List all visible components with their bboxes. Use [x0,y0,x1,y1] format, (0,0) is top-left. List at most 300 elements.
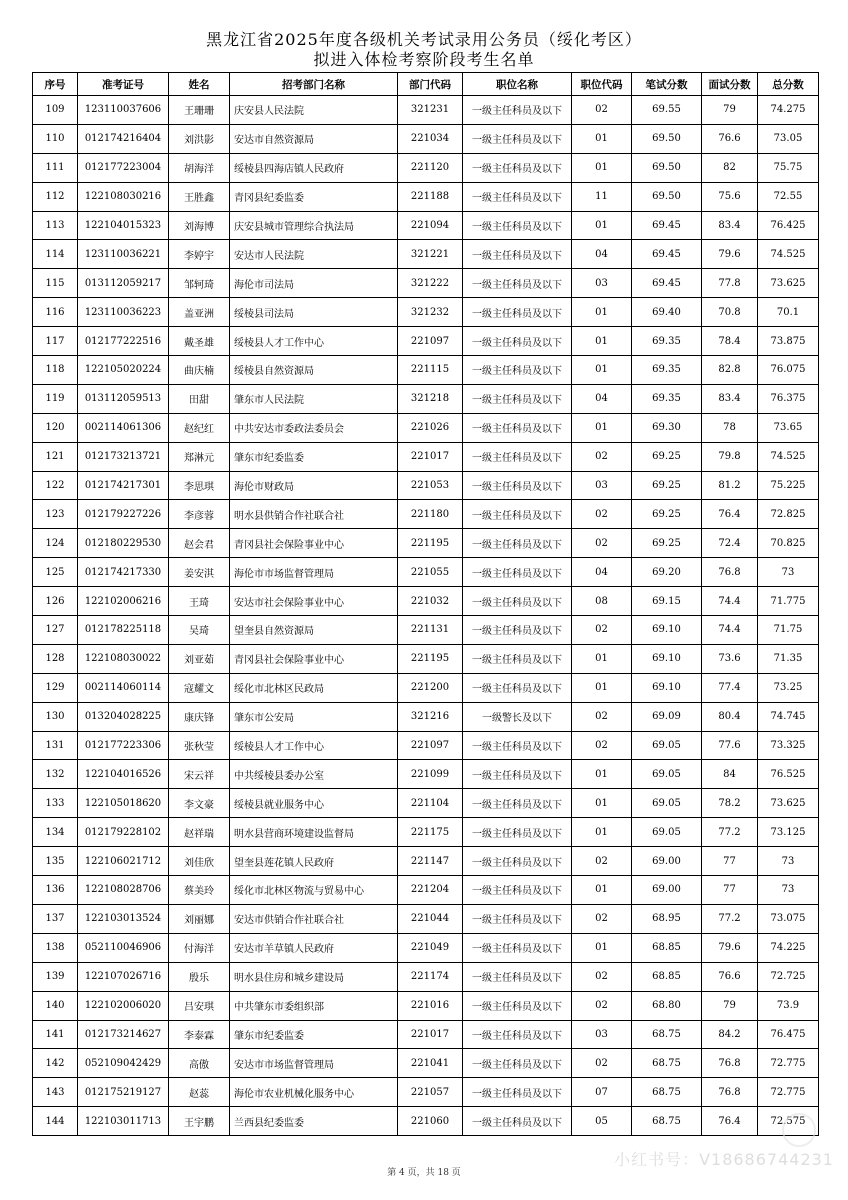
col-dept-code-cell: 221099 [398,760,463,789]
col-dept-name-cell: 中共肇东市委组织部 [230,991,398,1020]
col-exam-id-cell: 122108030022 [78,644,169,673]
col-dept-name-cell: 安达市羊草镇人民政府 [230,933,398,962]
col-dept-code-cell: 221026 [398,413,463,442]
col-dept-code-cell: 221017 [398,442,463,471]
col-written-cell: 69.09 [632,702,702,731]
col-dept-code-cell: 221174 [398,962,463,991]
col-seq-cell: 131 [33,731,78,760]
col-position-cell: 一级主任科员及以下 [463,760,572,789]
col-exam-id-cell: 012177222516 [78,327,169,356]
col-dept-code-cell: 221115 [398,356,463,385]
col-name-cell: 赵蕊 [169,1078,230,1107]
col-dept-code-cell: 321218 [398,384,463,413]
col-total-cell: 74.745 [758,702,819,731]
col-position-code-cell: 01 [572,933,632,962]
col-position-cell: 一级主任科员及以下 [463,240,572,269]
col-exam-id-cell: 122108028706 [78,876,169,905]
col-name-cell: 郑淋元 [169,442,230,471]
col-position-cell: 一级主任科员及以下 [463,153,572,182]
col-position-cell: 一级主任科员及以下 [463,500,572,529]
page-footer: 第 4 页，共 18 页 [387,1168,461,1178]
col-exam-id-cell: 122103011713 [78,1107,169,1136]
col-total-cell: 76.525 [758,760,819,789]
col-written-cell: 69.50 [632,153,702,182]
col-interview-cell: 83.4 [702,211,758,240]
col-name-cell: 张秋莹 [169,731,230,760]
col-name-cell: 李婷宇 [169,240,230,269]
col-name-cell: 曲庆楠 [169,356,230,385]
col-position-code-cell: 02 [572,904,632,933]
col-exam-id-cell: 123110037606 [78,96,169,125]
col-written-cell: 69.25 [632,529,702,558]
col-total-cell: 73.325 [758,731,819,760]
col-total-cell: 76.375 [758,384,819,413]
col-seq-cell: 123 [33,500,78,529]
col-exam-id-cell: 012173213721 [78,442,169,471]
col-seq-cell: 112 [33,182,78,211]
col-position-cell: 一级主任科员及以下 [463,96,572,125]
col-position-cell: 一级主任科员及以下 [463,991,572,1020]
col-written-cell: 69.05 [632,789,702,818]
col-exam-id-cell: 013112059217 [78,269,169,298]
col-position-code-cell: 02 [572,962,632,991]
col-exam-id-cell: 012178225118 [78,616,169,645]
col-position-code-cell: 04 [572,558,632,587]
col-name-cell: 殷乐 [169,962,230,991]
col-dept-name-cell: 兰西县纪委监委 [230,1107,398,1136]
col-interview-cell: 76.6 [702,962,758,991]
table-row [33,847,819,876]
col-dept-name-cell: 海伦市农业机械化服务中心 [230,1078,398,1107]
col-seq-cell: 114 [33,240,78,269]
col-exam-id-cell: 012174216404 [78,124,169,153]
col-name-cell: 李彦蓉 [169,500,230,529]
col-interview-cell: 75.6 [702,182,758,211]
col-total-cell: 75.225 [758,471,819,500]
col-dept-name-cell: 望奎县自然资源局 [230,616,398,645]
col-dept-code-cell: 221097 [398,731,463,760]
col-exam-id-cell: 002114061306 [78,413,169,442]
col-dept-name-cell: 肇东市纪委监委 [230,442,398,471]
col-seq-cell: 143 [33,1078,78,1107]
col-position-code-cell: 01 [572,644,632,673]
col-dept-name-cell: 青冈县纪委监委 [230,182,398,211]
col-written-cell: 69.05 [632,818,702,847]
table-row [33,211,819,240]
col-exam-id-cell: 002114060114 [78,673,169,702]
col-dept-name-cell: 肇东市人民法院 [230,384,398,413]
col-interview-cell: 84 [702,760,758,789]
col-dept-code-header: 部门代码 [398,73,463,96]
table-row [33,298,819,327]
col-total-cell: 73.875 [758,327,819,356]
col-position-code-cell: 01 [572,298,632,327]
table-row [33,876,819,905]
col-exam-id-header: 准考证号 [78,73,169,96]
col-name-cell: 李文豪 [169,789,230,818]
col-name-cell: 戴圣雄 [169,327,230,356]
table-row [33,1049,819,1078]
col-dept-code-cell: 221131 [398,616,463,645]
col-name-cell: 赵纪红 [169,413,230,442]
col-dept-code-cell: 221034 [398,124,463,153]
col-position-code-cell: 01 [572,327,632,356]
col-name-cell: 李思琪 [169,471,230,500]
col-dept-name-cell: 海伦市司法局 [230,269,398,298]
col-dept-name-cell: 中共绥棱县委办公室 [230,760,398,789]
col-total-cell: 73.075 [758,904,819,933]
col-name-cell: 刘佳欣 [169,847,230,876]
col-exam-id-cell: 122102006020 [78,991,169,1020]
col-name-cell: 吕安琪 [169,991,230,1020]
col-position-code-cell: 02 [572,731,632,760]
col-total-cell: 72.55 [758,182,819,211]
col-interview-cell: 77 [702,847,758,876]
col-total-cell: 74.525 [758,442,819,471]
col-total-cell: 75.75 [758,153,819,182]
table-row [33,240,819,269]
col-total-cell: 73.625 [758,789,819,818]
col-dept-code-cell: 221049 [398,933,463,962]
col-position-cell: 一级主任科员及以下 [463,818,572,847]
table-row [33,153,819,182]
col-position-cell: 一级主任科员及以下 [463,182,572,211]
col-total-cell: 76.075 [758,356,819,385]
col-dept-name-header: 招考部门名称 [230,73,398,96]
col-written-cell: 69.45 [632,240,702,269]
col-position-cell: 一级主任科员及以下 [463,876,572,905]
col-position-cell: 一级主任科员及以下 [463,529,572,558]
table-row [33,124,819,153]
col-position-cell: 一级主任科员及以下 [463,442,572,471]
col-name-cell: 刘海博 [169,211,230,240]
col-seq-cell: 117 [33,327,78,356]
col-position-cell: 一级主任科员及以下 [463,1049,572,1078]
col-seq-header: 序号 [33,73,78,96]
col-dept-name-cell: 肇东市公安局 [230,702,398,731]
col-total-cell: 70.825 [758,529,819,558]
col-interview-header: 面试分数 [702,73,758,96]
table-row [33,1020,819,1049]
col-interview-cell: 84.2 [702,1020,758,1049]
col-position-code-cell: 08 [572,587,632,616]
col-exam-id-cell: 122107026716 [78,962,169,991]
col-position-code-cell: 04 [572,240,632,269]
table-row [33,587,819,616]
col-name-cell: 田甜 [169,384,230,413]
col-seq-cell: 130 [33,702,78,731]
col-interview-cell: 73.6 [702,644,758,673]
col-interview-cell: 82 [702,153,758,182]
col-written-header: 笔试分数 [632,73,702,96]
table-row [33,616,819,645]
col-exam-id-cell: 012177223306 [78,731,169,760]
col-total-cell: 76.475 [758,1020,819,1049]
col-position-code-cell: 05 [572,1107,632,1136]
col-dept-name-cell: 青冈县社会保险事业中心 [230,644,398,673]
col-name-cell: 李泰霖 [169,1020,230,1049]
col-written-cell: 69.00 [632,876,702,905]
col-dept-name-cell: 望奎县莲花镇人民政府 [230,847,398,876]
table-row [33,731,819,760]
table-row [33,413,819,442]
col-total-cell: 73 [758,876,819,905]
col-interview-cell: 76.4 [702,500,758,529]
col-written-cell: 69.05 [632,731,702,760]
col-position-cell: 一级主任科员及以下 [463,384,572,413]
col-name-cell: 王胜鑫 [169,182,230,211]
col-position-code-cell: 02 [572,500,632,529]
col-dept-name-cell: 绥棱县就业服务中心 [230,789,398,818]
col-name-cell: 盖亚洲 [169,298,230,327]
table-row [33,1078,819,1107]
col-exam-id-cell: 123110036223 [78,298,169,327]
col-position-code-cell: 04 [572,384,632,413]
col-position-code-cell: 02 [572,529,632,558]
col-exam-id-cell: 012180229530 [78,529,169,558]
col-dept-name-cell: 安达市自然资源局 [230,124,398,153]
col-position-cell: 一级主任科员及以下 [463,1107,572,1136]
col-position-cell: 一级主任科员及以下 [463,124,572,153]
col-total-cell: 73.9 [758,991,819,1020]
col-dept-code-cell: 221032 [398,587,463,616]
col-position-cell: 一级主任科员及以下 [463,211,572,240]
col-position-code-cell: 01 [572,413,632,442]
col-written-cell: 69.25 [632,442,702,471]
col-interview-cell: 76.8 [702,558,758,587]
table-row [33,904,819,933]
col-total-cell: 73.25 [758,673,819,702]
col-dept-name-cell: 庆安县城市管理综合执法局 [230,211,398,240]
col-exam-id-cell: 052110046906 [78,933,169,962]
col-total-cell: 73.65 [758,413,819,442]
col-written-cell: 69.30 [632,413,702,442]
col-position-cell: 一级主任科员及以下 [463,327,572,356]
col-name-cell: 刘洪影 [169,124,230,153]
col-interview-cell: 77 [702,876,758,905]
col-dept-code-cell: 221204 [398,876,463,905]
col-written-cell: 68.75 [632,1020,702,1049]
col-total-cell: 71.75 [758,616,819,645]
col-seq-cell: 118 [33,356,78,385]
col-position-code-cell: 02 [572,616,632,645]
col-dept-name-cell: 绥化市北林区物流与贸易中心 [230,876,398,905]
col-written-cell: 68.75 [632,1078,702,1107]
col-dept-code-cell: 221200 [398,673,463,702]
col-position-cell: 一级主任科员及以下 [463,1078,572,1107]
col-interview-cell: 81.2 [702,471,758,500]
col-exam-id-cell: 012179227226 [78,500,169,529]
col-total-cell: 73.125 [758,818,819,847]
table-row [33,269,819,298]
col-interview-cell: 77.6 [702,731,758,760]
col-seq-cell: 138 [33,933,78,962]
col-written-cell: 68.75 [632,1049,702,1078]
table-body [33,96,819,1136]
watermark-logo-icon [782,1113,816,1147]
col-exam-id-cell: 013204028225 [78,702,169,731]
col-total-cell: 74.225 [758,933,819,962]
col-position-code-cell: 01 [572,356,632,385]
col-exam-id-cell: 013112059513 [78,384,169,413]
col-dept-code-cell: 221180 [398,500,463,529]
col-position-code-cell: 01 [572,673,632,702]
col-total-cell: 72.825 [758,500,819,529]
col-name-cell: 姜安淇 [169,558,230,587]
col-position-cell: 一级主任科员及以下 [463,731,572,760]
col-written-cell: 69.40 [632,298,702,327]
col-written-cell: 69.50 [632,182,702,211]
col-position-code-cell: 01 [572,124,632,153]
col-position-cell: 一级主任科员及以下 [463,413,572,442]
col-name-cell: 胡海洋 [169,153,230,182]
col-name-cell: 宋云祥 [169,760,230,789]
col-dept-code-cell: 221055 [398,558,463,587]
table-row [33,558,819,587]
col-dept-name-cell: 绥棱县司法局 [230,298,398,327]
col-name-cell: 赵会君 [169,529,230,558]
col-total-cell: 73 [758,847,819,876]
col-dept-name-cell: 明水县供销合作社联合社 [230,500,398,529]
table-header-row [33,73,819,96]
col-dept-code-cell: 221017 [398,1020,463,1049]
col-interview-cell: 76.4 [702,1107,758,1136]
col-position-code-cell: 02 [572,442,632,471]
col-exam-id-cell: 012174217301 [78,471,169,500]
col-seq-cell: 111 [33,153,78,182]
col-seq-cell: 142 [33,1049,78,1078]
watermark-text: 小红书号：V18686744231 [614,1150,834,1169]
col-position-code-cell: 01 [572,876,632,905]
table-row [33,96,819,125]
col-position-header: 职位名称 [463,73,572,96]
col-name-cell: 王珊珊 [169,96,230,125]
col-interview-cell: 79.8 [702,442,758,471]
col-dept-code-cell: 321222 [398,269,463,298]
col-dept-name-cell: 安达市市场监督管理局 [230,1049,398,1078]
col-dept-name-cell: 海伦市市场监督管理局 [230,558,398,587]
col-dept-code-cell: 221060 [398,1107,463,1136]
col-interview-cell: 78.2 [702,789,758,818]
col-seq-cell: 129 [33,673,78,702]
col-total-header: 总分数 [758,73,819,96]
col-interview-cell: 79.6 [702,933,758,962]
col-position-code-cell: 01 [572,153,632,182]
col-position-cell: 一级警长及以下 [463,702,572,731]
table-row [33,442,819,471]
col-interview-cell: 83.4 [702,384,758,413]
col-dept-code-cell: 221041 [398,1049,463,1078]
col-dept-code-cell: 321216 [398,702,463,731]
col-name-cell: 付海洋 [169,933,230,962]
col-exam-id-cell: 012177223004 [78,153,169,182]
col-seq-cell: 110 [33,124,78,153]
col-position-cell: 一级主任科员及以下 [463,962,572,991]
col-name-cell: 刘丽娜 [169,904,230,933]
col-dept-code-cell: 221175 [398,818,463,847]
col-exam-id-cell: 122104015323 [78,211,169,240]
col-written-cell: 68.80 [632,991,702,1020]
page-title: 黑龙江省2025年度各级机关考试录用公务员（绥化考区） [206,30,642,49]
col-dept-code-cell: 221104 [398,789,463,818]
col-dept-code-cell: 221195 [398,529,463,558]
col-total-cell: 72.775 [758,1078,819,1107]
col-interview-cell: 77.4 [702,673,758,702]
col-position-cell: 一级主任科员及以下 [463,904,572,933]
col-dept-code-cell: 221094 [398,211,463,240]
col-written-cell: 69.00 [632,847,702,876]
table-row [33,500,819,529]
col-position-code-cell: 03 [572,471,632,500]
col-dept-name-cell: 庆安县人民法院 [230,96,398,125]
col-dept-code-cell: 221057 [398,1078,463,1107]
col-dept-name-cell: 安达市供销合作社联合社 [230,904,398,933]
col-position-cell: 一级主任科员及以下 [463,789,572,818]
col-interview-cell: 82.8 [702,356,758,385]
col-total-cell: 76.425 [758,211,819,240]
col-seq-cell: 133 [33,789,78,818]
col-name-cell: 赵祥瑞 [169,818,230,847]
col-written-cell: 68.95 [632,904,702,933]
col-exam-id-cell: 122105020224 [78,356,169,385]
col-total-cell: 74.525 [758,240,819,269]
col-position-cell: 一级主任科员及以下 [463,558,572,587]
col-seq-cell: 136 [33,876,78,905]
col-name-cell: 蔡美玲 [169,876,230,905]
col-position-code-cell: 11 [572,182,632,211]
col-dept-code-cell: 221097 [398,327,463,356]
col-dept-name-cell: 绥棱县人才工作中心 [230,327,398,356]
col-position-cell: 一级主任科员及以下 [463,933,572,962]
col-written-cell: 69.25 [632,471,702,500]
table-row [33,182,819,211]
col-exam-id-cell: 012175219127 [78,1078,169,1107]
col-interview-cell: 70.8 [702,298,758,327]
col-total-cell: 71.35 [758,644,819,673]
table-row [33,933,819,962]
col-exam-id-cell: 122108030216 [78,182,169,211]
col-interview-cell: 74.4 [702,587,758,616]
col-seq-cell: 120 [33,413,78,442]
col-written-cell: 69.45 [632,211,702,240]
table-row [33,991,819,1020]
col-seq-cell: 128 [33,644,78,673]
col-interview-cell: 80.4 [702,702,758,731]
col-position-code-cell: 02 [572,847,632,876]
col-interview-cell: 77.8 [702,269,758,298]
col-dept-code-cell: 221044 [398,904,463,933]
col-dept-code-cell: 321231 [398,96,463,125]
col-seq-cell: 134 [33,818,78,847]
col-dept-name-cell: 明水县营商环境建设监督局 [230,818,398,847]
col-dept-code-cell: 221195 [398,644,463,673]
col-interview-cell: 76.8 [702,1078,758,1107]
col-dept-name-cell: 明水县住房和城乡建设局 [230,962,398,991]
col-seq-cell: 122 [33,471,78,500]
col-interview-cell: 74.4 [702,616,758,645]
col-seq-cell: 126 [33,587,78,616]
col-total-cell: 72.575 [758,1107,819,1136]
col-position-code-cell: 01 [572,789,632,818]
col-written-cell: 69.20 [632,558,702,587]
col-seq-cell: 132 [33,760,78,789]
col-total-cell: 71.775 [758,587,819,616]
table-row [33,327,819,356]
col-position-cell: 一级主任科员及以下 [463,587,572,616]
table-row [33,384,819,413]
col-dept-name-cell: 中共安达市委政法委员会 [230,413,398,442]
col-dept-code-cell: 321232 [398,298,463,327]
